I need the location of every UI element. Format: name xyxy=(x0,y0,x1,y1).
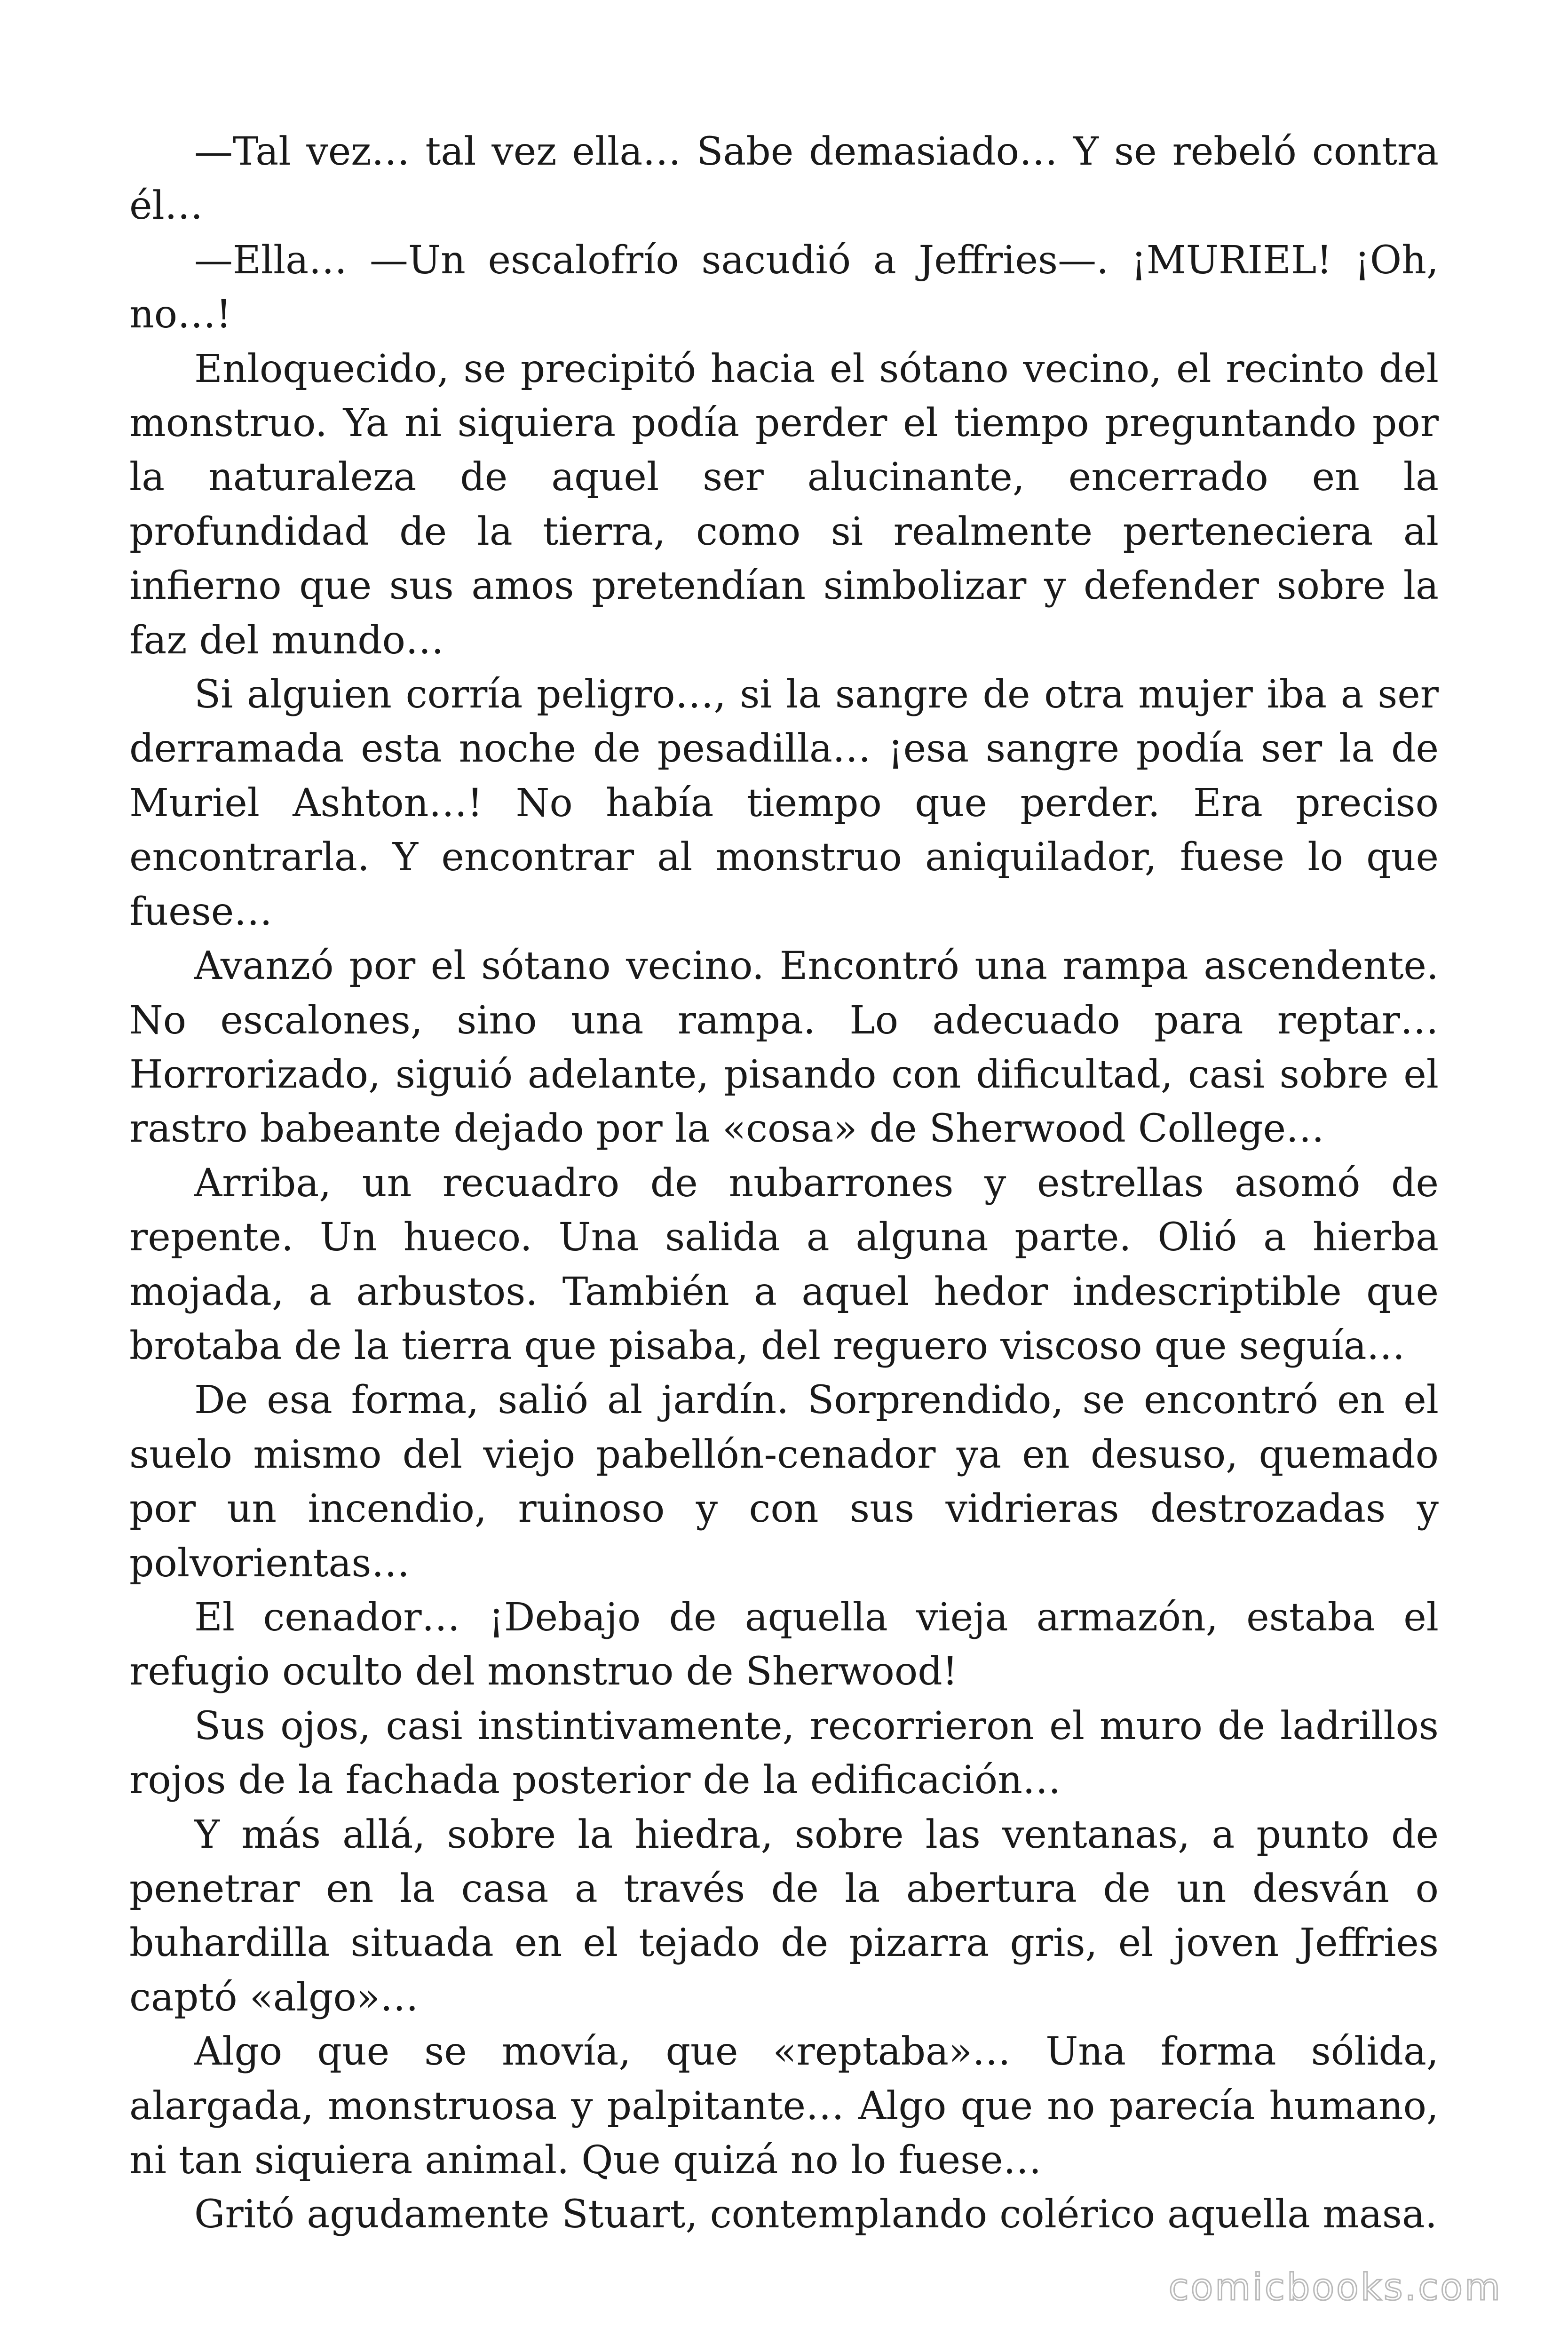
paragraph: —Ella… —Un escalofrío sacudió a Jeffries—. ¡MURIEL! ¡Oh, no…! xyxy=(129,238,1439,337)
paragraph: Arriba, un recuadro de nubarrones y estrellas asomó de repente. Un hueco. Una salida a alguna parte. Olió a hierba mojada, a arbustos. También a aquel hedor indescriptible que brotaba de la tierra que pisaba, del reguero viscoso que seguía… xyxy=(129,1160,1439,1368)
paragraph: Avanzó por el sótano vecino. Encontró una rampa ascendente. No escalones, sino una rampa. Lo adecuado para reptar… Horrorizado, siguió adelante, pisando con dificultad, casi sobre el rastro babeante dejado por la «cosa» de Sherwood College… xyxy=(129,944,1439,1152)
paragraph: De esa forma, salió al jardín. Sorprendido, se encontró en el suelo mismo del viejo pabellón-cenador ya en desuso, quemado por un incendio, ruinoso y con sus vidrieras destrozadas y polvorientas… xyxy=(129,1378,1439,1586)
paragraph: Algo que se movía, que «reptaba»… Una forma sólida, alargada, monstruosa y palpitante… Algo que no parecía humano, ni tan siquiera animal. Que quizá no lo fuese… xyxy=(129,2029,1439,2183)
watermark: comicbooks.com xyxy=(1168,2266,1502,2309)
paragraph: Gritó agudamente Stuart, contemplando colérico aquella masa. xyxy=(194,2192,1437,2237)
paragraph: Si alguien corría peligro…, si la sangre de otra mujer iba a ser derramada esta noche de pesadilla… ¡esa sangre podía ser la de Muriel Ashton…! No había tiempo que perder. Era preciso encontrarla. Y encontrar al monstruo aniquilador, fuese lo que fuese… xyxy=(129,672,1439,934)
paragraph: Enloquecido, se precipitó hacia el sótano vecino, el recinto del monstruo. Ya ni siquiera podía perder el tiempo preguntando por la naturaleza de aquel ser alucinante, encerrado en la profundidad de la tierra, como si realmente perteneciera al infierno que sus amos pretendían simbolizar y defender sobre la faz del mundo… xyxy=(129,346,1439,663)
paragraph: El cenador… ¡Debajo de aquella vieja armazón, estaba el refugio oculto del monstruo de Sherwood! xyxy=(129,1595,1439,1694)
paragraph: Y más allá, sobre la hiedra, sobre las ventanas, a punto de penetrar en la casa a través de la abertura de un desván o buhardilla situada en el tejado de pizarra gris, el joven Jeffries captó «algo»… xyxy=(129,1812,1439,2020)
paragraph: Sus ojos, casi instintivamente, recorrieron el muro de ladrillos rojos de la fachada posterior de la edificación… xyxy=(129,1703,1439,1803)
paragraph: —Tal vez… tal vez ella… Sabe demasiado… Y se rebeló contra él… xyxy=(129,129,1439,229)
page-text xyxy=(129,125,1439,2242)
